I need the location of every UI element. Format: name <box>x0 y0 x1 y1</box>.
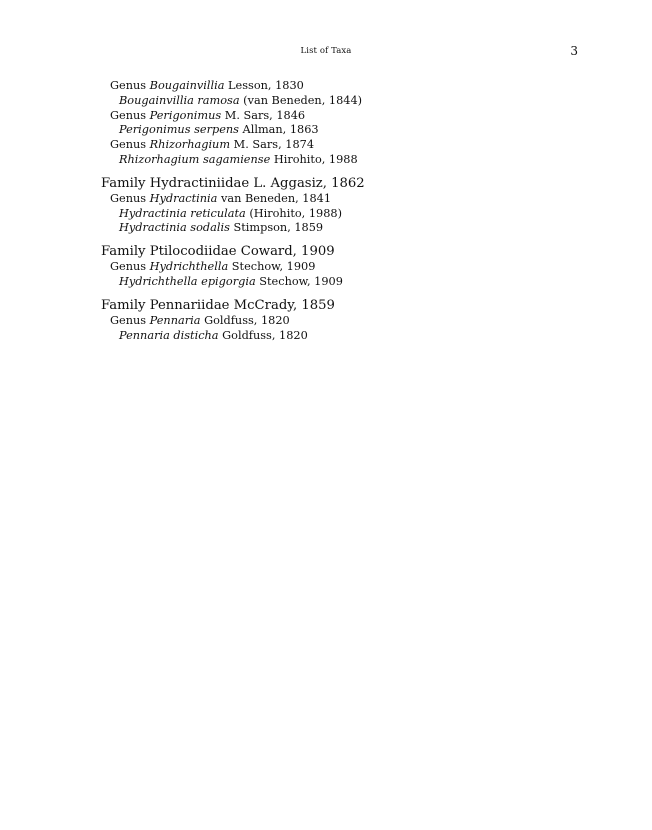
taxon-name: Hydractinia <box>149 191 218 205</box>
family-heading: Family Hydractiniidae L. Aggasiz, 1862 <box>101 175 365 191</box>
genus-entry <box>101 109 581 124</box>
rank-prefix: Genus <box>110 260 150 274</box>
rank-prefix: Genus <box>110 138 150 152</box>
genus-entry <box>101 260 581 275</box>
taxon-name: Rhizorhagium sagamiense <box>119 152 271 166</box>
taxon-name: Perigonimus <box>149 108 222 122</box>
species-entry <box>101 221 581 236</box>
family-heading: Family Pennariidae McCrady, 1859 <box>101 297 335 313</box>
taxon-name: Bougainvillia <box>149 79 225 92</box>
taxon-name: Rhizorhagium <box>149 138 231 152</box>
page-number: 3 <box>570 44 578 58</box>
taxon-authority: Allman, 1863 <box>238 123 319 137</box>
family-heading: Family Ptilocodiidae Coward, 1909 <box>101 244 335 260</box>
taxon-name: Pennaria disticha <box>119 328 219 342</box>
taxon-authority: Stechow, 1909 <box>255 274 343 288</box>
species-entry <box>101 329 581 344</box>
rank-prefix: Genus <box>110 191 150 205</box>
rank-prefix: Genus <box>110 108 150 122</box>
taxon-authority: Stechow, 1909 <box>228 260 316 274</box>
rank-prefix: Genus <box>110 313 150 327</box>
taxon-name: Hydractinia reticulata <box>119 206 246 220</box>
taxon-authority: Goldfuss, 1820 <box>200 313 290 327</box>
taxon-name: Hydractinia sodalis <box>119 221 230 235</box>
taxon-name: Hydrichthella <box>149 260 229 274</box>
genus-entry <box>101 192 581 207</box>
taxon-authority: Hirohito, 1988 <box>270 152 358 166</box>
species-entry <box>101 94 581 109</box>
taxon-authority: M. Sars, 1874 <box>230 138 315 152</box>
genus-entry <box>101 79 581 94</box>
taxon-name: Bougainvillia ramosa <box>119 93 240 107</box>
species-entry <box>101 207 581 222</box>
rank-prefix: Genus <box>110 79 150 92</box>
taxon-name: Pennaria <box>149 313 201 327</box>
taxon-authority: (van Beneden, 1844) <box>239 93 363 107</box>
taxon-authority: Lesson, 1830 <box>224 79 304 92</box>
taxon-authority: M. Sars, 1846 <box>221 108 306 122</box>
species-entry <box>101 123 581 138</box>
genus-entry <box>101 138 581 153</box>
species-entry <box>101 275 581 290</box>
genus-entry <box>101 314 581 329</box>
species-entry <box>101 153 581 168</box>
taxon-authority: van Beneden, 1841 <box>217 191 332 205</box>
taxon-authority: Stimpson, 1859 <box>229 221 324 235</box>
running-head: List of Taxa <box>300 46 352 56</box>
taxon-authority: (Hirohito, 1988) <box>245 206 342 220</box>
taxon-authority: Goldfuss, 1820 <box>218 328 308 342</box>
taxon-name: Hydrichthella epigorgia <box>119 274 256 288</box>
taxa-list <box>101 79 581 343</box>
page-header <box>0 44 652 60</box>
taxon-name: Perigonimus serpens <box>119 123 239 137</box>
